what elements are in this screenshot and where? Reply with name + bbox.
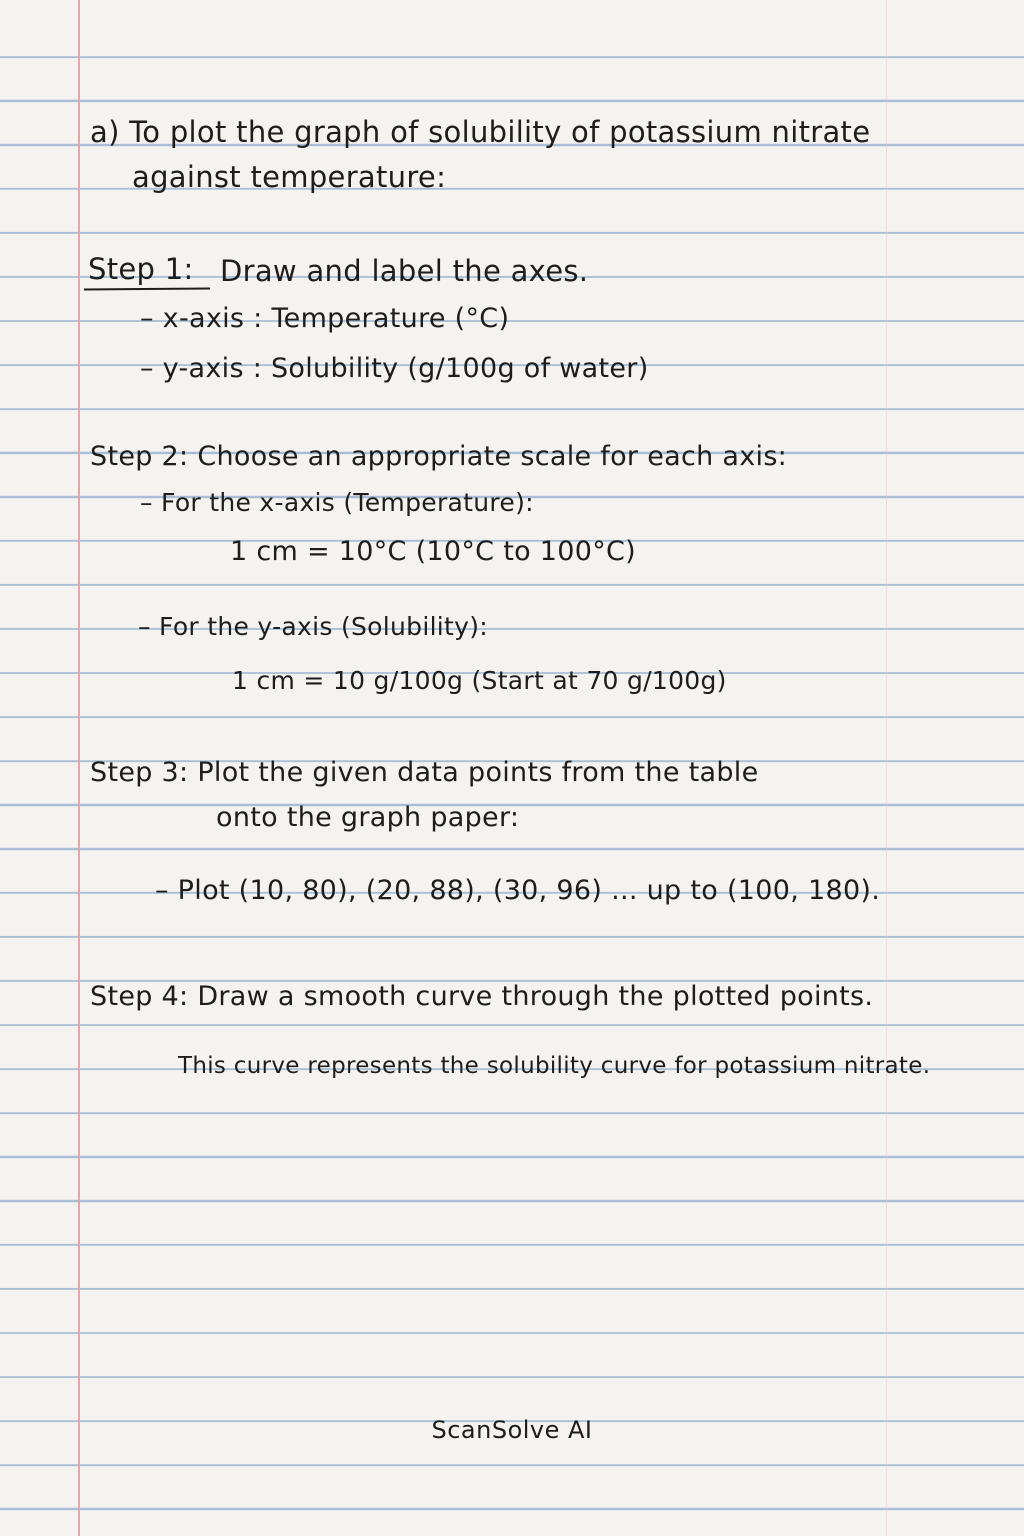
part-a-title-line2: against temperature: (132, 160, 447, 194)
step4-line: Step 4: Draw a smooth curve through the plotted points. (90, 981, 874, 1012)
step1-underline (84, 287, 210, 290)
step3-line2: onto the graph paper: (216, 802, 520, 833)
step3-plot: – Plot (10, 80), (20, 88), (30, 96) ... up to (100, 180). (155, 875, 881, 906)
step1-y-axis: – y-axis : Solubility (g/100g of water) (140, 353, 649, 384)
brand-footer: ScanSolve AI (431, 1416, 593, 1444)
part-a-title-line1: a) To plot the graph of solubility of potassium nitrate (90, 115, 871, 149)
step2-y-header: – For the y-axis (Solubility): (138, 612, 489, 641)
step3-line1: Step 3: Plot the given data points from the table (90, 757, 759, 788)
step1-text: Draw and label the axes. (220, 254, 589, 288)
red-margin-line (78, 0, 80, 1536)
step1-label: Step 1: (88, 252, 194, 286)
step4-note: This curve represents the solubility curve for potassium nitrate. (178, 1053, 931, 1079)
step2-x-scale: 1 cm = 10°C (10°C to 100°C) (230, 536, 637, 567)
step2-y-scale: 1 cm = 10 g/100g (Start at 70 g/100g) (232, 666, 727, 695)
step2-line: Step 2: Choose an appropriate scale for each axis: (90, 441, 788, 472)
step1-x-axis: – x-axis : Temperature (°C) (140, 303, 510, 334)
step2-x-header: – For the x-axis (Temperature): (140, 488, 534, 517)
faint-right-line (886, 0, 887, 1536)
